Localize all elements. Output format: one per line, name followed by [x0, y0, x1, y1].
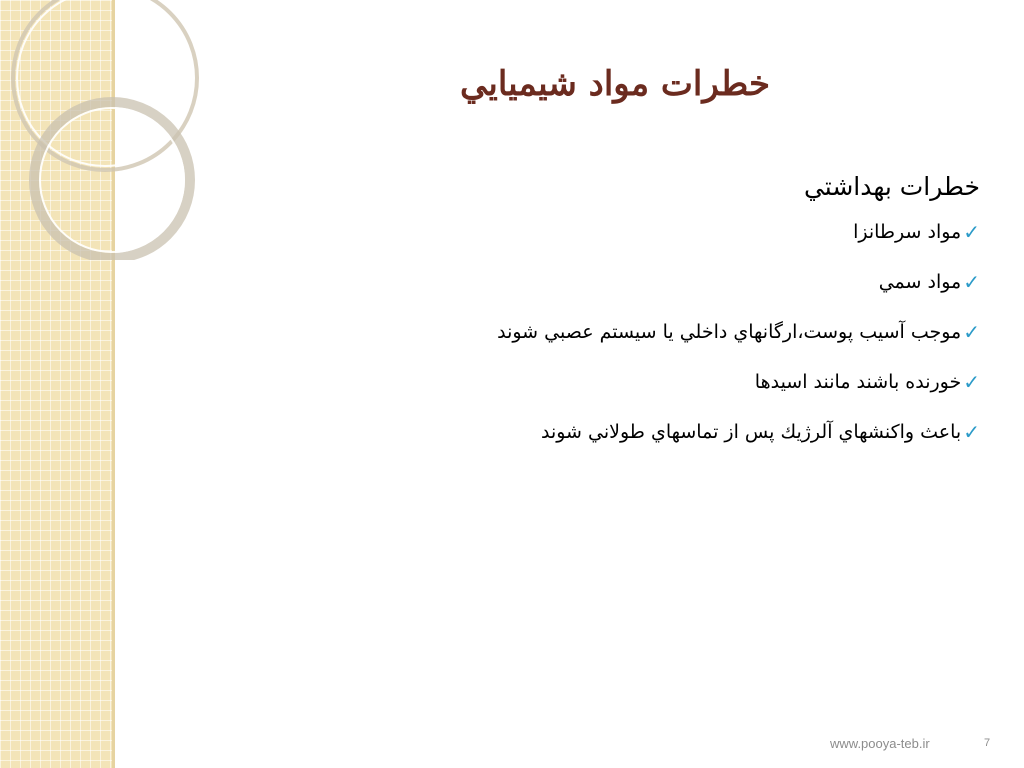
list-item-text: مواد سمي [878, 271, 962, 293]
list-item [320, 219, 980, 245]
page-number: 7 [984, 737, 991, 749]
side-panel-border [112, 0, 115, 768]
list-item [320, 369, 980, 395]
list-item-text: موجب آسيب پوست،ارگانهاي داخلي يا سيستم عصبي شوند [497, 321, 962, 343]
check-icon: ✓ [963, 420, 980, 444]
list-item-text: خورنده باشند مانند اسيدها [754, 371, 962, 393]
decorative-side-panel [0, 0, 112, 768]
list-item [320, 269, 980, 295]
check-icon: ✓ [963, 370, 980, 394]
bullet-list [320, 219, 980, 445]
list-item [320, 319, 980, 345]
list-item-text: باعث واكنشهاي آلرژيك پس از تماسهاي طولاني شوند [540, 421, 962, 443]
slide-title: خطرات مواد شيميايي [460, 64, 770, 104]
check-icon: ✓ [963, 270, 980, 294]
section-subheading: خطرات بهداشتي [803, 172, 980, 201]
footer-url: www.pooya-teb.ir [830, 736, 930, 751]
check-icon: ✓ [963, 220, 980, 244]
list-item [320, 419, 980, 445]
slide-content [320, 172, 980, 469]
list-item-text: مواد سرطانزا [853, 221, 962, 243]
check-icon: ✓ [963, 320, 980, 344]
